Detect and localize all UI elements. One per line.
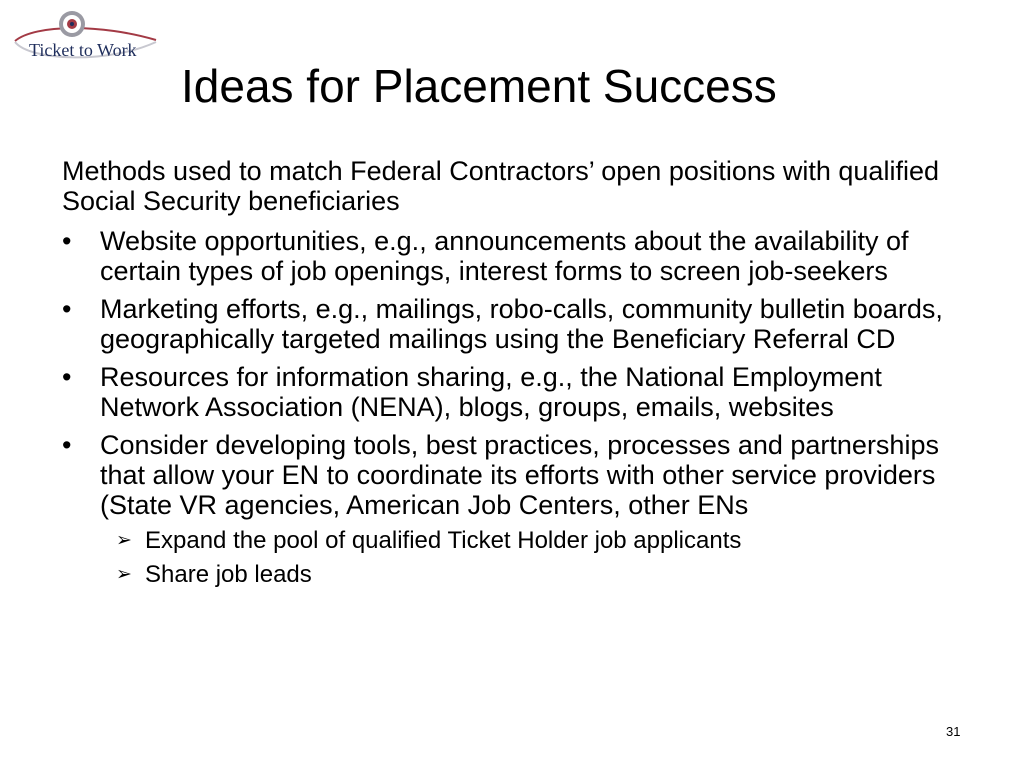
- bullet-text: Website opportunities, e.g., announcements about the availability of certain types of job openings, interest forms to screen job-seekers: [100, 226, 909, 286]
- logo-text: Ticket to Work: [29, 40, 137, 60]
- bullet-item-marketing: [62, 294, 962, 354]
- sub-bullet-item: [116, 561, 962, 589]
- bullet-marker: •: [62, 294, 72, 324]
- bullet-text: Resources for information sharing, e.g., the National Employment Network Association (NENA), blogs, groups, emails, websites: [100, 362, 882, 422]
- bullet-marker: •: [62, 430, 72, 460]
- bullet-item-website: [62, 226, 962, 286]
- sub-bullet-text: Expand the pool of qualified Ticket Holder job applicants: [145, 527, 742, 554]
- page-title: Ideas for Placement Success: [181, 60, 777, 112]
- sub-bullet-text: Share job leads: [145, 561, 312, 588]
- bullet-item-resources: [62, 362, 962, 422]
- bullet-list: [62, 226, 962, 597]
- bullet-marker: •: [62, 362, 72, 392]
- bullet-marker: •: [62, 226, 72, 256]
- sub-bullet-item: [116, 527, 962, 555]
- bullet-text: Marketing efforts, e.g., mailings, robo-calls, community bulletin boards, geographically targeted mailings using the Beneficiary Referral CD: [100, 294, 943, 354]
- sub-bullet-list: [116, 527, 962, 589]
- bullet-text: Consider developing tools, best practices, processes and partnerships that allow your EN to coordinate its efforts with other service providers (State VR agencies, American Job Centers, other ENs: [100, 430, 939, 520]
- intro-text: Methods used to match Federal Contractors’ open positions with qualified Social Security beneficiaries: [62, 156, 939, 216]
- bullet-item-tools: [62, 430, 962, 589]
- arrow-bullet-icon: ➢: [116, 564, 132, 585]
- ticket-to-work-logo: [10, 6, 160, 68]
- arrow-bullet-icon: ➢: [116, 530, 132, 551]
- page-number: 31: [946, 724, 961, 739]
